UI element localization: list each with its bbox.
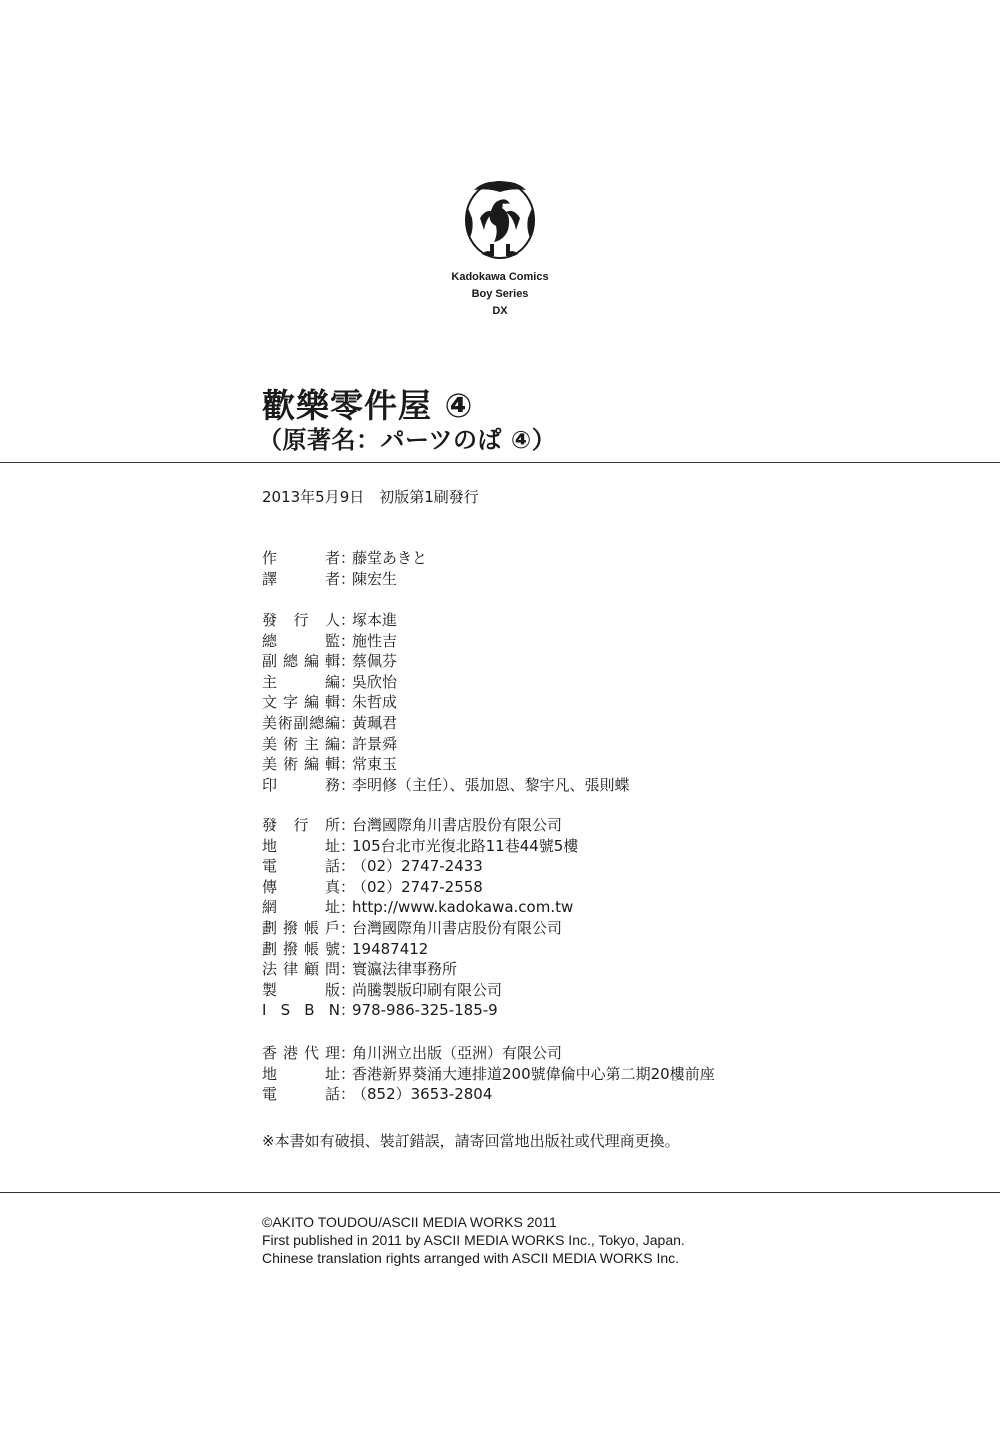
hongkong-block: [262, 1043, 715, 1105]
row-label: 地 址: [262, 836, 340, 855]
row-separator: ：: [340, 857, 356, 876]
colophon-row: [262, 980, 578, 1001]
row-value: 黃珮君: [352, 713, 398, 732]
row-separator: ：: [340, 611, 356, 629]
row-value: （02）2747-2433: [352, 857, 483, 876]
row-separator: ：: [340, 1044, 356, 1062]
row-value: （02）2747-2558: [352, 877, 483, 896]
row-value: 陳宏生: [352, 569, 398, 588]
logo-line: Boy Series: [471, 288, 529, 300]
row-value: （852）3653-2804: [352, 1085, 493, 1104]
row-label: 電 話: [262, 1085, 340, 1104]
row-separator: ：: [340, 816, 356, 834]
colophon-row: [262, 692, 630, 713]
row-separator: ：: [340, 734, 356, 753]
row-separator: ：: [340, 877, 356, 896]
colophon-row: [262, 959, 578, 980]
row-label: 主 編: [262, 672, 340, 691]
row-label: 傳 真: [262, 877, 340, 896]
colophon-row: [262, 939, 578, 960]
colophon-row: [262, 672, 630, 693]
colophon-row: [262, 815, 578, 836]
row-value: 香港新界葵涌大連排道200號偉倫中心第二期20樓前座: [352, 1064, 715, 1083]
publisher-logo: [430, 178, 570, 319]
credits-block: [262, 548, 427, 589]
row-label: 文 字 編 輯: [262, 693, 340, 712]
row-value: 李明修（主任）、張加恩、黎宇凡、張則蝶: [352, 775, 630, 794]
row-separator: ：: [340, 1001, 356, 1020]
logo-line: Kadokawa Comics: [451, 271, 549, 283]
notice-text: ※本書如有破損、裝訂錯誤，請寄回當地出版社或代理商更換。: [262, 1132, 680, 1150]
row-label: 電 話: [262, 857, 340, 876]
row-value: 寰瀛法律事務所: [352, 960, 458, 979]
row-separator: ：: [340, 755, 356, 774]
row-separator: ：: [340, 775, 356, 794]
row-value: 19487412: [352, 939, 429, 958]
colophon-row: [262, 734, 630, 755]
staff-block: [262, 610, 630, 795]
colophon-row: [262, 610, 630, 631]
row-label: 發 行 人: [262, 611, 340, 629]
original-title: （原著名：パーツのぱ ④）: [258, 426, 557, 454]
row-separator: ：: [340, 1085, 356, 1104]
row-label: 作 者: [262, 549, 340, 567]
row-value: 許景舜: [352, 734, 398, 753]
row-label: 美 術 編 輯: [262, 755, 340, 774]
copyright-line: ©AKITO TOUDOU/ASCII MEDIA WORKS 2011: [262, 1214, 557, 1230]
row-separator: ：: [340, 693, 356, 712]
row-label: 美 術 主 編: [262, 734, 340, 753]
row-value: 蔡佩芬: [352, 652, 398, 671]
row-label: 地 址: [262, 1064, 340, 1083]
row-label: 印 務: [262, 775, 340, 794]
edition-line: 2013年5月9日 初版第1刷發行: [262, 488, 479, 506]
book-title: 歡樂零件屋 ④: [262, 386, 474, 425]
row-label: 副 總 編 輯: [262, 652, 340, 671]
row-value: 978-986-325-185-9: [352, 1001, 498, 1020]
row-label: 總 監: [262, 631, 340, 650]
row-label: 製 版: [262, 980, 340, 999]
colophon-row: [262, 651, 630, 672]
colophon-row: [262, 775, 630, 796]
row-separator: ：: [340, 652, 356, 671]
row-label: 譯 者: [262, 569, 340, 588]
row-separator: ：: [340, 672, 356, 691]
row-separator: ：: [340, 939, 356, 958]
row-label: 網 址: [262, 898, 340, 917]
row-separator: ：: [340, 1064, 356, 1083]
row-separator: ：: [340, 980, 356, 999]
colophon-row: [262, 754, 630, 775]
publisher-block: [262, 815, 578, 1021]
row-separator: ：: [340, 569, 356, 588]
row-label: 美 術 副 總 編: [262, 713, 340, 732]
row-value: 塚本進: [352, 611, 398, 629]
row-value: 105台北市光復北路11巷44號5樓: [352, 836, 579, 855]
colophon-row: [262, 569, 427, 590]
row-value: 藤堂あきと: [352, 549, 428, 567]
colophon-row: [262, 856, 578, 877]
colophon-row: [262, 1064, 715, 1085]
row-label: 香 港 代 理: [262, 1044, 340, 1062]
colophon-row: [262, 1000, 578, 1021]
row-value: 吳欣怡: [352, 672, 398, 691]
copyright-line: First published in 2011 by ASCII MEDIA WORKS Inc., Tokyo, Japan.: [262, 1232, 685, 1248]
row-value: 角川洲立出版（亞洲）有限公司: [352, 1044, 563, 1062]
colophon-row: [262, 713, 630, 734]
row-separator: ：: [340, 898, 356, 917]
row-label: I S B N: [262, 1001, 340, 1020]
row-separator: ：: [340, 918, 356, 937]
row-value: 尚騰製版印刷有限公司: [352, 980, 503, 999]
row-label: 發 行 所: [262, 816, 340, 834]
row-separator: ：: [340, 631, 356, 650]
row-value: 台灣國際角川書店股份有限公司: [352, 816, 563, 834]
colophon-row: [262, 836, 578, 857]
row-value: 台灣國際角川書店股份有限公司: [352, 918, 563, 937]
row-separator: ：: [340, 713, 356, 732]
colophon-row: [262, 918, 578, 939]
divider: [0, 462, 1000, 463]
row-value: 常東玉: [352, 755, 398, 774]
row-label: 劃 撥 帳 號: [262, 939, 340, 958]
phoenix-emblem-icon: [460, 178, 540, 268]
row-label: 法 律 顧 問: [262, 960, 340, 979]
logo-line: DX: [492, 305, 508, 317]
row-separator: ：: [340, 549, 356, 567]
colophon-row: [262, 548, 427, 569]
row-value: 施性吉: [352, 631, 398, 650]
colophon-row: [262, 1084, 715, 1105]
colophon-row: [262, 631, 630, 652]
row-separator: ：: [340, 836, 356, 855]
row-value: http://www.kadokawa.com.tw: [352, 898, 574, 917]
colophon-row: [262, 1043, 715, 1064]
copyright-line: Chinese translation rights arranged with ASCII MEDIA WORKS Inc.: [262, 1250, 680, 1266]
divider: [0, 1192, 1000, 1193]
colophon-row: [262, 897, 578, 918]
row-value: 朱哲成: [352, 693, 398, 712]
copyright-block: [262, 1213, 685, 1267]
colophon-row: [262, 877, 578, 898]
row-label: 劃 撥 帳 戶: [262, 918, 340, 937]
row-separator: ：: [340, 960, 356, 979]
